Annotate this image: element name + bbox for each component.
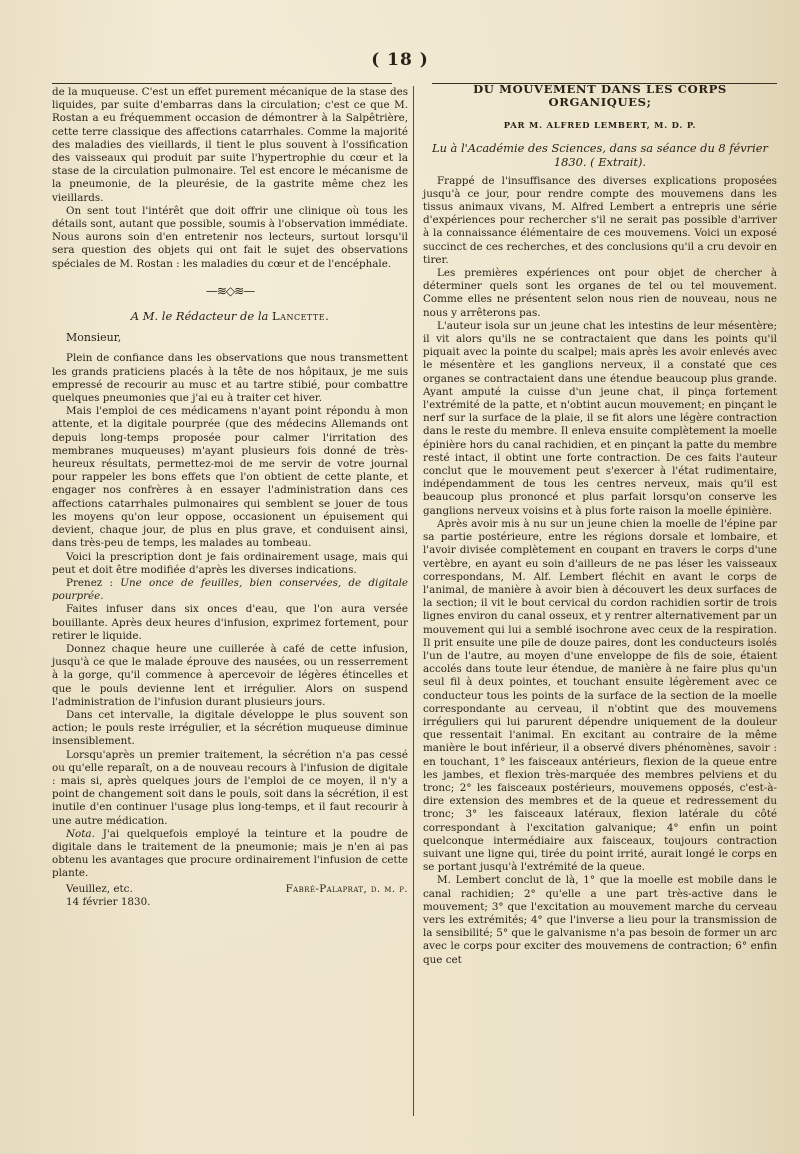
article-author: PAR M. ALFRED LEMBERT, M. D. P. — [503, 120, 697, 131]
left-column — [52, 86, 408, 909]
letter-heading — [52, 310, 408, 323]
article-title: DU MOUVEMENT DANS LES CORPS ORGANIQUES; — [473, 82, 727, 110]
left-paragraph-6 — [52, 577, 408, 603]
left-paragraph-10: Lorsqu'après un premier traitement, la sécrétion n'a pas cessé ou qu'elle reparaît, on a de nouveau recours à l'infusion de digitale : mais si, après quelques jours de l'emploi de ce moyen, il n'y a point de changement soit dans le pouls, soit dans la sécrétion, il est inutile d'en continuer l'usage plus long-temps, et il faut recourir à une autre médication. — [52, 748, 408, 827]
nota-text: J'ai quelquefois employé la teinture et la poudre de digitale dans le traitement de la pneumonie; mais je n'en ai pas obtenu les avantages que procure ordinairement l'infusion de cette plante. — [52, 827, 408, 880]
header-rule-left — [52, 83, 392, 84]
nota-label: Nota. — [66, 827, 95, 840]
closing-text: Veuillez, etc. — [66, 882, 133, 895]
letter-author: Fabré-Palaprat, d. m. p. — [285, 882, 408, 895]
signature-line — [52, 883, 408, 896]
left-paragraph-2: On sent tout l'intérêt que doit offrir une clinique où tous les détails sont, autant que possible, soumis à l'observation immédiate. Nous aurons soin d'en entretenir nos lecteurs, surtout lorsqu'il sera question des objets qui ont fait le sujet des observations spéciales de M. Rostan : les maladies du cœur et de l'encéphale. — [52, 204, 408, 270]
column-divider — [413, 86, 414, 1116]
prescription-text: Une once de feuilles, bien conservées, de digitale pourprée. — [52, 576, 409, 603]
left-paragraph-9: Dans cet intervalle, la digitale développe le plus souvent son action; le pouls reste irrégulier, et la sécrétion muqueuse diminue insensiblement. — [52, 708, 408, 748]
left-paragraph-3: Plein de confiance dans les observations que nous transmettent les grands praticiens placés à la tête de nos hôpitaux, je me suis empressé de recourir au musc et au tartre stibié, pour combattre quelques pneumonies que j'ai eu à traiter cet hiver. — [52, 352, 408, 405]
left-paragraph-1: de la muqueuse. C'est un effet purement mécanique de la stase des liquides, par suite d'embarras dans la circulation; c'est ce que M. Rostan a eu fréquemment occasion de démontrer à la Salpêtrière, cette terre classique des affections catarrhales. Comme la majorité des maladies des vieillards, il tient le plus souvent à l'ossification des vaisseaux qui produit par suite l'hypertrophie du cœur et la stase de la circulation pulmonaire. Tel est encore le mécanisme de la pneumonie, de la pleurésie, de la gastrite même chez les vieillards. — [52, 86, 408, 204]
left-paragraph-nota — [52, 828, 408, 881]
right-paragraph-3: L'auteur isola sur un jeune chat les intestins de leur mésentère; il vit alors qu'ils ne se contractaient que dans les points qu'il piquait avec la pointe du scalpel; mais après les avoir enlevés avec le mésentère et les ganglions nerveux, il a constaté que ces organes se contractaient dans une étendue beaucoup plus grande. Ayant amputé la cuisse d'un jeune chat, il pinça fortement l'extrémité de la patte, et n'obtint aucun mouvement; en pinçant le nerf sur la surface de la plaie, il se fit alors une légère contraction dans le reste du membre. Il enleva ensuite complètement la moelle épinière hors du canal rachidien, et en pinçant la patte du membre resté intact, il obtint une forte contraction. De ces faits l'auteur conclut que le mouvement peut s'exercer à l'état rudimentaire, indépendamment de tous les centres nerveux, mais qu'il est beaucoup plus prononcé et plus parfait lorsqu'on conserve les ganglions nerveux voisins et à plus forte raison la moelle épinière. — [423, 319, 777, 517]
article-subtitle: Lu à l'Académie des Sciences, dans sa séance du 8 février 1830. ( Extrait). — [432, 140, 768, 169]
left-paragraph-8: Donnez chaque heure une cuillerée à café de cette infusion, jusqu'à ce que le malade éprouve des nausées, ou un resserrement à la gorge, qu'il commence à apercevoir de légères étincelles et que le pouls devienne lent et irrégulier. Alors on suspend l'administration de l'infusion durant plusieurs jours. — [52, 642, 408, 708]
letter-heading-journal: Lancette. — [272, 309, 330, 324]
prescription-label: Prenez : — [66, 576, 121, 589]
letter-heading-text: A M. le Rédacteur de la — [130, 309, 269, 324]
letter-date: 14 février 1830. — [66, 895, 151, 908]
page-number: ( 18 ) — [371, 50, 429, 70]
right-paragraph-4: Après avoir mis à nu sur un jeune chien la moelle de l'épine par sa partie postérieure, entre les régions dorsale et lombaire, et l'avoir divisée complètement en coupant en travers le corps d'une vertèbre, en ayant eu soin d'ailleurs de ne pas léser les vaisseaux correspondans, M. Alf. Lembert fléchit en avant le corps de l'animal, de manière à avoir bien à découvert les deux surfaces de la section; il vit le bout cervical du cordon rachidien sortir de trois lignes environ du canal osseux, et y rentrer alternativement par un mouvement qui lui a semblé isochrone avec ceux de la respiration. Il prit ensuite une pile de douze paires, dont les conducteurs isolés l'un de l'autre, au moyen d'une enveloppe de fils de soie, étaient accolés dans toute leur étendue, de manière à ne faire plus qu'un seul fil à deux pointes, et touchant ensuite légèrement avec ce conducteur tous les points de la surface de la section de la moelle correspondante au cerveau, il n'obtint que des mouvemens irréguliers qui lui parurent dépendre uniquement de la douleur que ressentait l'animal. En excitant au contraire de la même manière le bout inférieur, il a observé divers phénomènes, savoir : en touchant, 1° les faisceaux antérieurs, flexion de la queue entre les jambes, et flexion très-marquée des membres pelviens et du tronc; 2° les faisceaux postérieurs, mouvemens opposés, c'est-à-dire extension des membres et de la queue et redressement du tronc; 3° les faisceaux latéraux, flexion latérale du côté correspondant à l'excitation galvanique; 4° enfin un point quelconque intermédiaire aux faisceaux, toujours contraction suivant une ligne qui, tirée du point irrité, aurait longé le corps en se portant jusqu'à l'extrémité de la queue. — [423, 517, 777, 874]
left-paragraph-4: Mais l'emploi de ces médicamens n'ayant point répondu à mon attente, et la digitale pourprée (que des médecins Allemands ont depuis long-temps proposée pour calmer l'irritation des membranes muqueuses) m'ayant plusieurs fois donné de très-heureux résultats, permettez-moi de me servir de votre journal pour rappeler les bons effets que l'on obtient de cette plante, et engager nos confrères à en essayer l'administration dans ces affections catarrhales pulmonaires qui semblent se jouer de tous les moyens qu'on leur oppose, occasionent un épuisement qui devient, chaque jour, de plus en plus grave, et conduisent ainsi, dans très-peu de temps, les malades au tombeau. — [52, 405, 408, 550]
right-column — [423, 82, 777, 967]
left-paragraph-7: Faites infuser dans six onces d'eau, que l'on aura versée bouillante. Après deux heures d'infusion, exprimez fortement, pour retirer le liquide. — [52, 603, 408, 642]
right-paragraph-5: M. Lembert conclut de là, 1° que la moelle est mobile dans le canal rachidien; 2° qu'elle a une part très-active dans le mouvement; 3° que l'excitation au mouvement marche du cerveau vers les extrémités; 4° que l'inverse a lieu pour la transmission de la sensibilité; 5° que le galvanisme n'a pas besoin de former un arc avec le corps pour exciter des mouvemens de contraction; 6° enfin que cet — [423, 874, 777, 966]
right-paragraph-1: Frappé de l'insuffisance des diverses explications proposées jusqu'à ce jour, pour rendre compte des mouvemens dans les tissus animaux vivans, M. Alfred Lembert a entrepris une série d'expériences pour rechercher s'il ne serait pas possible d'arriver à la connaissance élémentaire de ces mouvemens. Voici un exposé succinct de ces recherches, et des conclusions qu'il a cru devoir en tirer. — [423, 174, 777, 266]
left-paragraph-5: Voici la prescription dont je fais ordinairement usage, mais qui peut et doit être modifiée d'après les diverses indications. — [52, 550, 408, 576]
salutation: Monsieur, — [66, 331, 122, 345]
section-ornament: —≋◇≋— — [205, 283, 255, 298]
right-paragraph-2: Les premières expériences ont pour objet de chercher à déterminer quels sont les organes de tel ou tel mouvement. Comme elles ne présentent selon nous rien de nouveau, nous ne nous y arrêterons pas. — [423, 267, 777, 319]
